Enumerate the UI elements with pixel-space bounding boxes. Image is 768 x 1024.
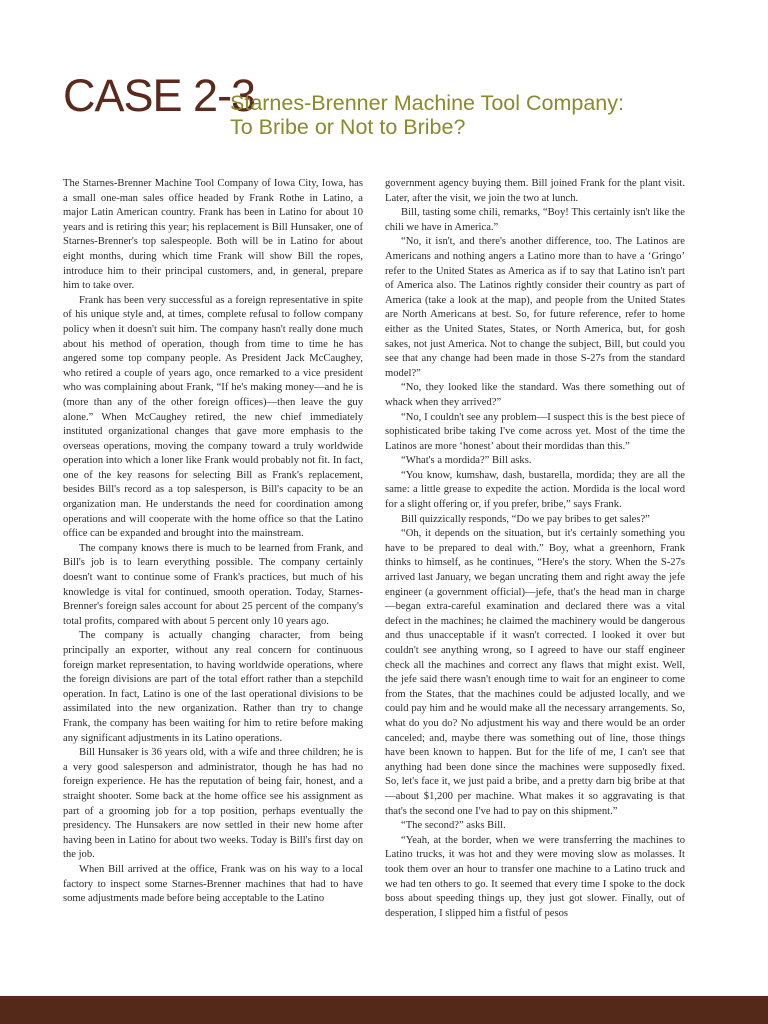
paragraph: When Bill arrived at the office, Frank was on his way to a local factory to inspect some Starnes-Brenner machines that had to have some adjustments made before being acceptable to the Latino (63, 863, 363, 905)
case-title (230, 91, 690, 139)
case-number: CASE 2-3 (63, 70, 256, 121)
paragraph: “No, they looked like the standard. Was there something out of whack when they arrived?” (385, 382, 685, 408)
case-title-line-2: To Bribe or Not to Bribe? (230, 115, 466, 139)
paragraph: Bill Hunsaker is 36 years old, with a wife and three children; he is a very good salesperson and administrator, though he has had no foreign experience. He has the reputation of being fair, honest, and a straight shooter. Some back at the home office see his assignment as part of a grooming job for a top position, perhaps eventually the presidency. The Hunsakers are now settled in their new home after having been in Latino for about two weeks. Today is Bill's first day on the job. (63, 747, 363, 861)
paragraph: Bill quizzically responds, “Do we pay bribes to get sales?” (401, 513, 650, 525)
footer-bar (0, 996, 768, 1024)
paragraph: The Starnes-Brenner Machine Tool Company of Iowa City, Iowa, has a small one-man sales office headed by Frank Rothe in Latino, a major Latin American country. Frank has been in Latino for about 10 years and is retiring this year; his replacement is Bill Hunsaker, one of Starnes-Brenner's top salespeople. Both will be in Latino for about eight months, during which time Frank will show Bill the ropes, introduce him to their principal customers, and, in general, prepare him to take over. (63, 178, 363, 292)
paragraph: government agency buying them. Bill joined Frank for the plant visit. Later, after the visit, we join the two at lunch. (385, 178, 685, 204)
paragraph: “Oh, it depends on the situation, but it's certainly something you have to be prepared to deal with.” Boy, what a greenhorn, Frank thinks to himself, as he continues, “Here's the story. When the S-27s arrived last January, we began uncrating them and right away the jefe engineer (a government official)—jefe, that's the head man in charge—began extra-careful examination and declared there was a vital defect in the machines; he claimed the machinery would be dangerous and thus unacceptable if it wasn't corrected. I looked it over but couldn't see anything wrong, so I agreed to have our staff engineer check all the machines and correct any flaws that might exist. Well, the jefe said there wasn't enough time to wait for an engineer to come from the States, that the machines could be adjusted locally, and we could pay him and he would make all the necessary arrangements. So, what do you do? No adjustment his way and there would be an order canceled; and, maybe there was something out of line, those things have been known to happen. But for the life of me, I can't see that anything had been done since the machines were supposedly fixed. So, let's face it, we just paid a bribe, and a pretty darn big bribe at that—about $1,200 per machine. What makes it so aggravating is that that's the second one I've had to pay on this shipment.” (385, 528, 685, 817)
paragraph: “No, I couldn't see any problem—I suspect this is the best piece of sophisticated bribe taking I've come across yet. Most of the time the Latinos are more ‘honest’ about their mordidas than this.” (385, 411, 685, 452)
paragraph: “No, it isn't, and there's another difference, too. The Latinos are Americans and nothing angers a Latino more than to have a ‘Gringo’ refer to the United States as America as if to say that Latino isn't part of America also. The Latinos rightly consider their country as part of America (take a look at the map), and people from the United States are North Americans at best. So, for future reference, refer to home either as the United States, States, or North America, but, for gosh sakes, not just America. Not to change the subject, Bill, but could you see that any change had been made in those S-27s from the standard model?” (385, 236, 685, 379)
paragraph: “What's a mordida?” Bill asks. (401, 455, 532, 467)
paragraph: The company is actually changing character, from being principally an exporter, without any real concern for continuous foreign market representation, to having worldwide operations, where the foreign divisions are part of the total effort rather than a stepchild operation. In fact, Latino is one of the last operational divisions to be assimilated into the new organization. Rather than try to change Frank, the company has been waiting for him to retire before making any significant adjustments in its Latino operations. (63, 630, 363, 744)
paragraph: “Yeah, at the border, when we were transferring the machines to Latino trucks, it was hot and they were moving slow as molasses. It took them over an hour to transfer one machine to a Latino truck and we had ten others to go. It seemed that every time I spoke to the dock boss about speeding things up, they just got slower. Finally, out of desperation, I slipped him a fistful of pesos (385, 834, 685, 919)
case-title-line-1: Starnes-Brenner Machine Tool Company: (230, 91, 624, 115)
paragraph: The company knows there is much to be learned from Frank, and Bill's job is to learn everything possible. The company certainly doesn't want to continue some of Frank's practices, but much of his knowledge is vital for continued, smooth operation. Today, Starnes-Brenner's foreign sales account for about 25 percent of the company's total profits, compared with about 5 percent only 10 years ago. (63, 542, 363, 627)
left-text-column (63, 177, 363, 907)
paragraph: “The second?” asks Bill. (401, 820, 506, 832)
right-text-column (385, 177, 685, 921)
paragraph: “You know, kumshaw, dash, bustarella, mordida; they are all the same: a little grease to expedite the action. Mordida is the local word for a slight offering or, if you prefer, bribe,” says Frank. (385, 469, 685, 511)
paragraph: Bill, tasting some chili, remarks, “Boy! This certainly isn't like the chili we have in America.” (385, 207, 685, 233)
paragraph: Frank has been very successful as a foreign representative in spite of his unique style and, at times, complete refusal to follow company policy when it doesn't suit him. The company hasn't really done much about his method of operation, though from time to time he has angered some top company people. As President Jack McCaughey, who retired a couple of years ago, once remarked to a vice president who was complaining about Frank, “If he's making money—and he is (more than any of the other foreign offices)—then leave the guy alone.” When McCaughey retired, the new chief immediately instituted organizational changes that gave more emphasis to the overseas operations, moving the company toward a truly worldwide operation into which a loner like Frank would probably not fit. In fact, one of the key reasons for selecting Bill as Frank's replacement, besides Bill's record as a top salesperson, is Bill's capacity to be an organization man. He understands the need for coordination among operations and will cooperate with the home office so that the Latino office can be expanded and brought into the mainstream. (63, 294, 363, 540)
